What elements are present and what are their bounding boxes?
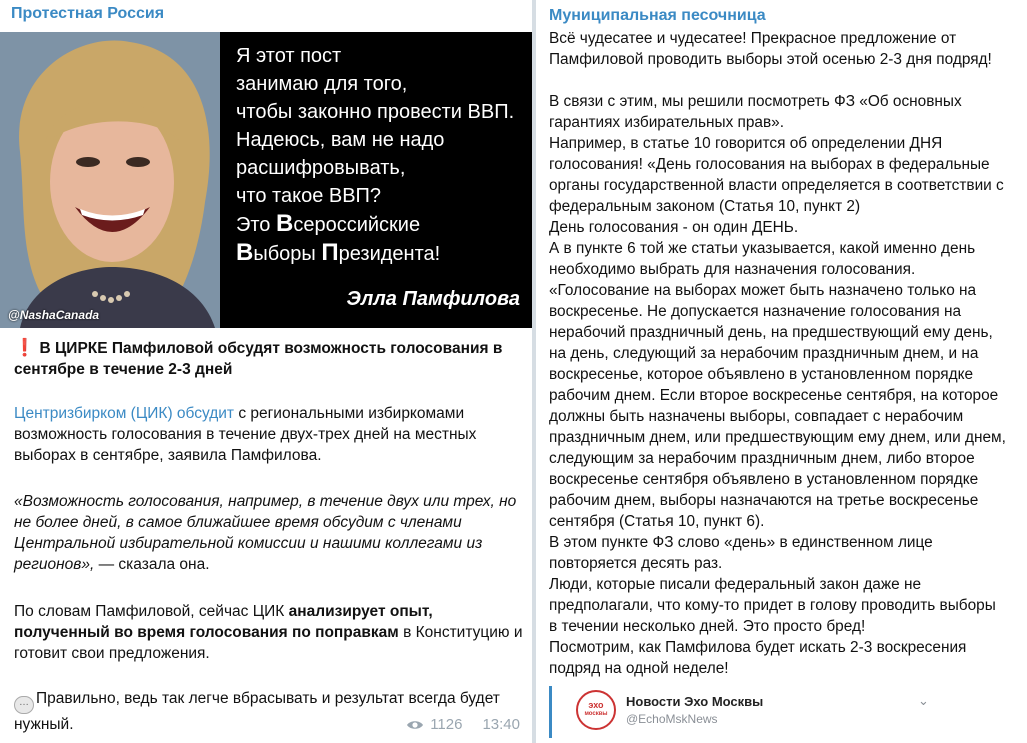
post-line: праздничным днем, или предшествующим ему днем, или днем, xyxy=(549,429,1006,446)
post-line: Люди, которые писали федеральный закон даже не xyxy=(549,576,922,593)
post-headline xyxy=(14,337,526,380)
avatar-text: москвы xyxy=(584,711,608,717)
headline-text: В ЦИРКЕ Памфиловой обсудят возможность голосования в сентябре в течение 2-3 дней xyxy=(14,340,503,378)
quote-line: расшифровывать, xyxy=(236,157,406,179)
exclamation-icon: ❗ xyxy=(14,338,36,357)
quote-big-letter: В xyxy=(236,239,254,266)
forward-channel-name[interactable]: Новости Эхо Москвы xyxy=(626,694,764,709)
post-paragraph-1 xyxy=(14,403,526,466)
paragraph-text: Правильно, ведь так легче вбрасывать и результат всегда будет нужный. xyxy=(14,690,500,733)
post-line: День голосования - он один ДЕНЬ. xyxy=(549,219,799,236)
quote-word: Это xyxy=(236,214,276,236)
paragraph-text: с региональными избиркомами возможность голосования в течение двух-трех дней на местных выборах в сентябре, заявила Памфилова. xyxy=(14,405,477,464)
speech-bubble-icon: … xyxy=(14,696,34,714)
quote-big-letter: В xyxy=(276,210,294,237)
post-line: должны быть назначены выборы, совпадает с нерабочим xyxy=(549,408,964,425)
avatar-text: эхо xyxy=(588,700,604,710)
right-post-body xyxy=(549,28,1019,679)
post-paragraph-3 xyxy=(14,601,526,664)
quote-line: что такое ВВП? xyxy=(236,185,382,207)
quote-line: Я этот пост xyxy=(236,45,342,67)
post-line: А в пункте 6 той же статьи указывается, какой именно день xyxy=(549,240,976,257)
quote-text: «Возможность голосования, например, в течение двух или трех, но не более дней, в самое ближайшее время обсудим с членами Центральной избирательной комиссии и нашими коллегами из регионов», xyxy=(14,493,517,573)
left-channel-name[interactable]: Протестная Россия xyxy=(11,5,165,22)
view-count: 1126 xyxy=(430,716,463,733)
quote-word: ыборы xyxy=(253,243,322,265)
quote-big-letter: П xyxy=(321,239,339,266)
post-line: В этом пункте ФЗ слово «день» в единственном лице xyxy=(549,534,933,551)
quote-line: Надеюсь, вам не надо xyxy=(236,129,445,151)
post-line: рабочим днем. Если второе воскресенье сентября, на которое xyxy=(549,387,999,404)
forward-avatar[interactable] xyxy=(576,690,616,730)
post-line xyxy=(549,70,1019,91)
forward-bar xyxy=(549,686,552,738)
post-line: воскресенье сентября объявлено в установленном порядке xyxy=(549,471,979,488)
post-line: следующим за нерабочим праздничным днем, либо второе xyxy=(549,450,975,467)
post-line: гарантиях избирательных прав». xyxy=(549,114,784,131)
post-line: предполагали, что кому-то придет в голову проводить выборы xyxy=(549,597,996,614)
post-line: органы государственной власти определяется в соответствии с xyxy=(549,177,1004,194)
post-line: голосования! «День голосования на выборах в федеральные xyxy=(549,156,990,173)
post-image[interactable] xyxy=(0,32,532,328)
post-line: Например, в статье 10 говорится об определении ДНЯ xyxy=(549,135,943,152)
paragraph-text: — сказала она. xyxy=(94,556,210,573)
post-line: воскресенье. Не допускается назначение голосования на xyxy=(549,303,962,320)
post-line: нерабочий праздничный день, на предшествующий ему день, xyxy=(549,324,993,341)
quote-line xyxy=(236,239,526,268)
post-time: 13:40 xyxy=(482,716,520,733)
post-line: В связи с этим, мы решили посмотреть ФЗ «Об основных xyxy=(549,93,962,110)
post-meta xyxy=(406,716,520,733)
cik-link[interactable]: Центризбирком (ЦИК) обсудит xyxy=(14,405,235,422)
quote-line: занимаю для того, xyxy=(236,73,408,95)
quote-word: сероссийские xyxy=(293,214,421,236)
image-quote xyxy=(236,42,526,268)
forward-channel-handle: @EchoMskNews xyxy=(626,712,718,726)
image-watermark: @NashaCanada xyxy=(8,308,100,322)
paragraph-text: в Конституцию и готовит свои предложения. xyxy=(14,624,523,662)
right-channel-name[interactable]: Муниципальная песочница xyxy=(549,7,766,24)
eye-icon xyxy=(406,719,424,731)
quote-word: резидента! xyxy=(338,243,441,265)
post-line: Всё чудесатее и чудесатее! Прекрасное предложение от xyxy=(549,30,957,47)
chevron-down-icon[interactable]: ⌄ xyxy=(918,693,929,708)
post-line: «Голосование на выборах может быть назначено только на xyxy=(549,282,977,299)
post-line: рабочим днем, выборы назначаются на третье воскресенье xyxy=(549,492,979,509)
post-line: подряд на одной неделе! xyxy=(549,660,729,677)
post-paragraph-2 xyxy=(14,491,526,575)
paragraph-text: По словам Памфиловой, сейчас ЦИК xyxy=(14,603,289,620)
post-line: сентября (Статья 10, пункт 6). xyxy=(549,513,765,530)
post-line: Посмотрим, как Памфилова будет искать 2-3 воскресения xyxy=(549,639,967,656)
quote-line xyxy=(236,210,526,239)
post-line: повторяется десять раз. xyxy=(549,555,723,572)
image-signature: Элла Памфилова xyxy=(346,288,520,310)
post-line: Памфиловой проводить выборы этой осенью 2-3 дня подряд! xyxy=(549,51,992,68)
post-line: на день, следующий за нерабочим праздничным днем, и на xyxy=(549,345,979,362)
quote-line: чтобы законно провести ВВП. xyxy=(236,101,515,123)
post-line: необходимо выбрать для назначения голосования. xyxy=(549,261,916,278)
post-line: в течении несколько дней. Это просто бред! xyxy=(549,618,866,635)
bold-text: анализирует опыт, полученный во время голосования по поправкам xyxy=(14,603,433,641)
portrait-photo xyxy=(0,32,220,328)
post-line: воскресенье, которое объявлено в установленном порядке xyxy=(549,366,974,383)
right-post xyxy=(536,0,1027,743)
post-line: федеральным законом (Статья 10, пункт 2) xyxy=(549,198,861,215)
